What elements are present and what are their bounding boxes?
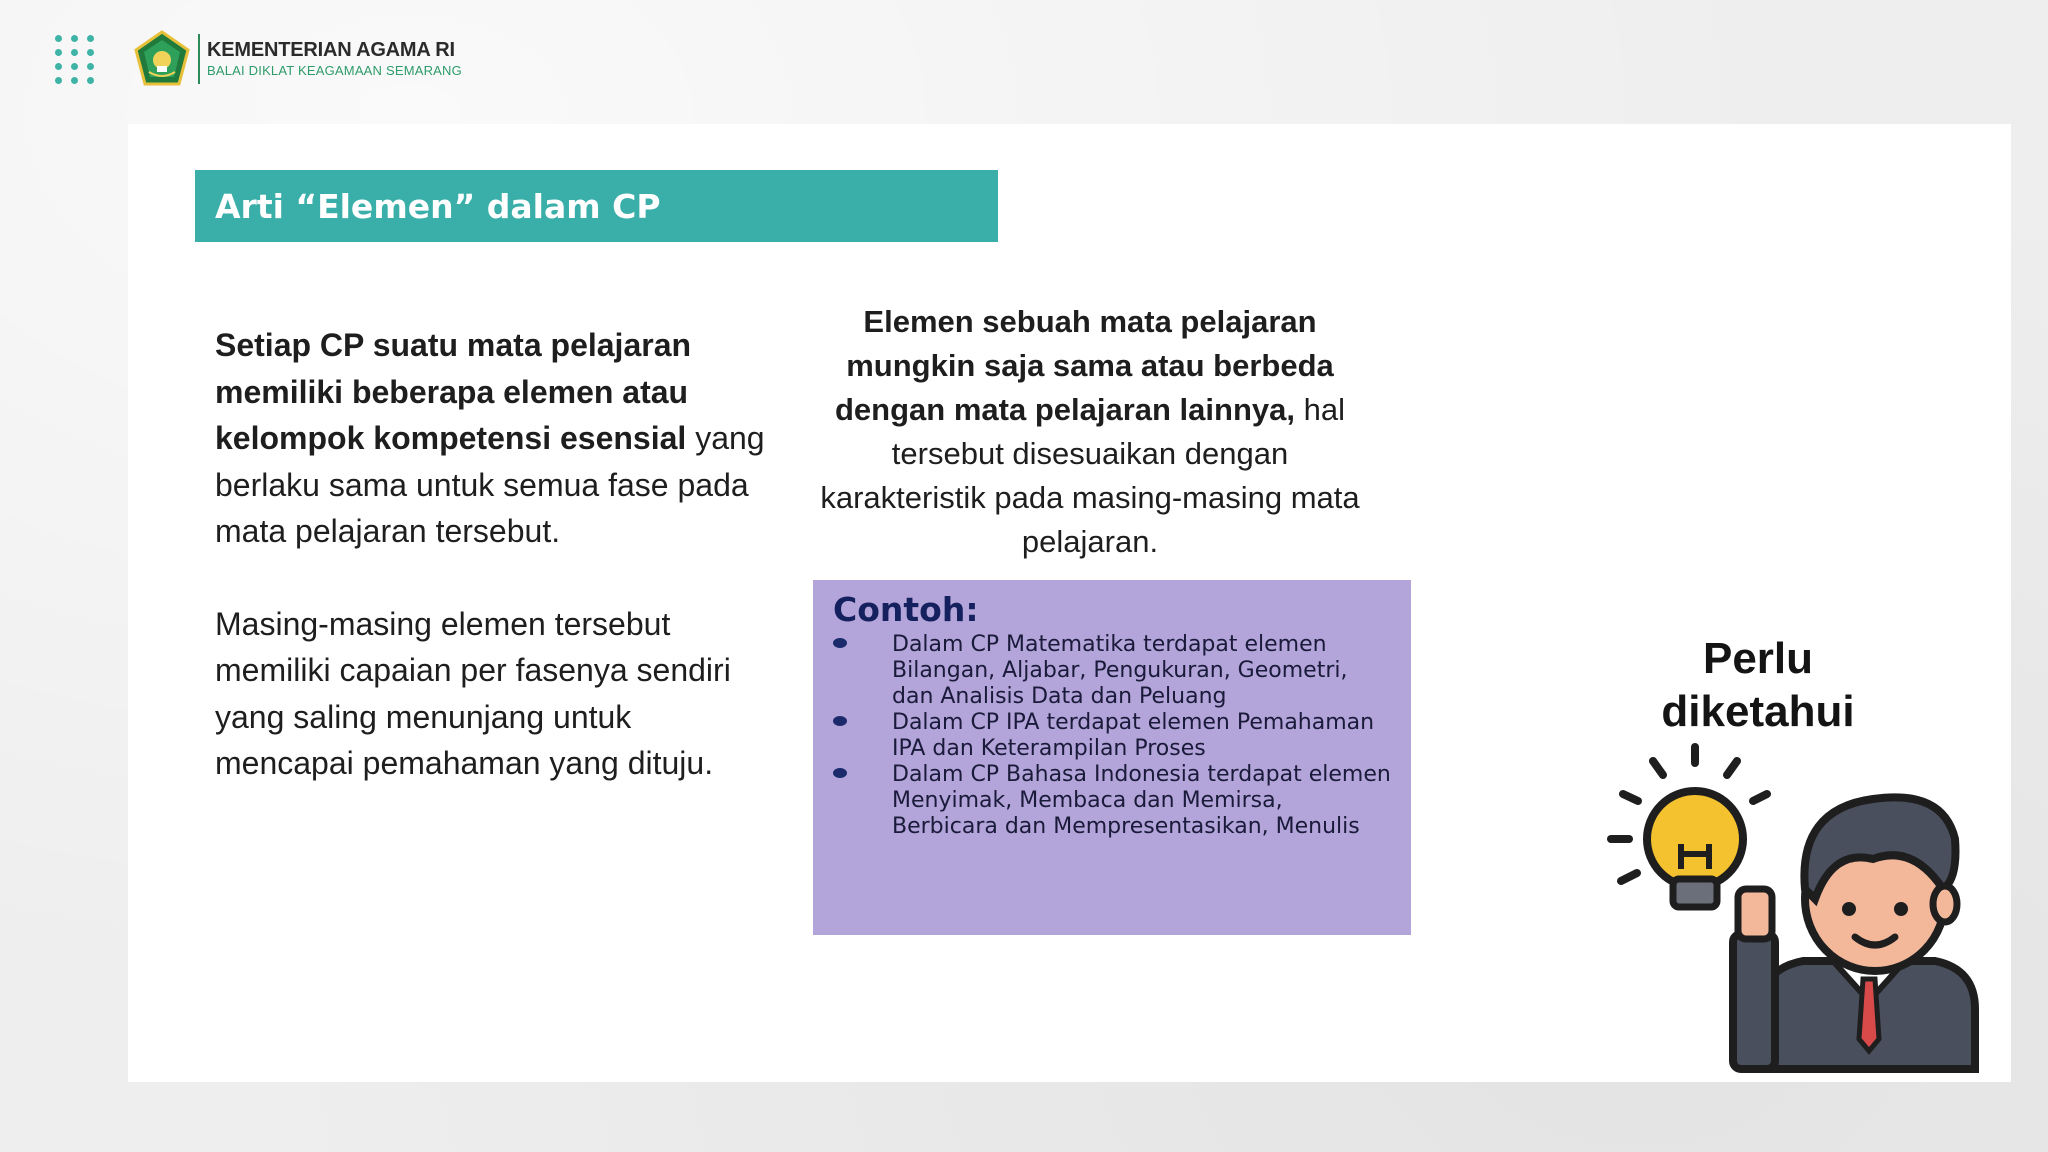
left-paragraph-1-rest: yang berlaku sama untuk semua fase pada mata pelajaran tersebut. [215,420,765,549]
middle-column [805,300,1375,564]
list-item [813,762,1411,840]
bullet-icon [833,716,847,726]
kemenag-emblem-icon [133,30,191,88]
list-item-text: Dalam CP Matematika terdapat elemen Bilangan, Aljabar, Pengukuran, Geometri, dan Analisis Data dan Peluang [892,632,1348,709]
middle-bold-text: Elemen sebuah mata pelajaran mungkin saja sama atau berbeda dengan mata pelajaran lainnya, [835,304,1334,427]
org-name: KEMENTERIAN AGAMA RI [207,39,455,61]
title-bar [195,170,998,242]
middle-rest-text: hal tersebut disesuaikan dengan karakteristik pada masing-masing mata pelajaran. [820,392,1360,559]
list-item-text: Dalam CP Bahasa Indonesia terdapat elemen Menyimak, Membaca dan Memirsa, Berbicara dan Mempresentasikan, Menulis [892,762,1391,839]
grid-dots-icon[interactable] [55,35,95,85]
org-subtitle: BALAI DIKLAT KEAGAMAAN SEMARANG [207,63,462,78]
bullet-icon [833,768,847,778]
example-title: Contoh: [833,590,979,629]
left-paragraph-1-bold: Setiap CP suatu mata pelajaran memiliki beberapa elemen atau kelompok kompetensi esensial [215,327,692,456]
left-paragraph-1 [215,322,775,555]
left-column [215,322,775,787]
header-divider [198,34,200,84]
example-list [813,632,1411,840]
list-item [813,710,1411,762]
perlu-diketahui-title: Perlu diketahui [1661,634,1855,736]
idea-person-lightbulb-icon [1583,739,2003,1079]
slide-title: Arti “Elemen” dalam CP [215,187,661,226]
header [0,0,2048,120]
list-item [813,632,1411,710]
example-box [813,580,1411,935]
list-item-text: Dalam CP IPA terdapat elemen Pemahaman IPA dan Keterampilan Proses [892,710,1375,761]
bullet-icon [833,638,847,648]
slide [128,124,2011,1082]
left-paragraph-2: Masing-masing elemen tersebut memiliki capaian per fasenya sendiri yang saling menunjang untuk mencapai pemahaman yang dituju. [215,605,731,781]
